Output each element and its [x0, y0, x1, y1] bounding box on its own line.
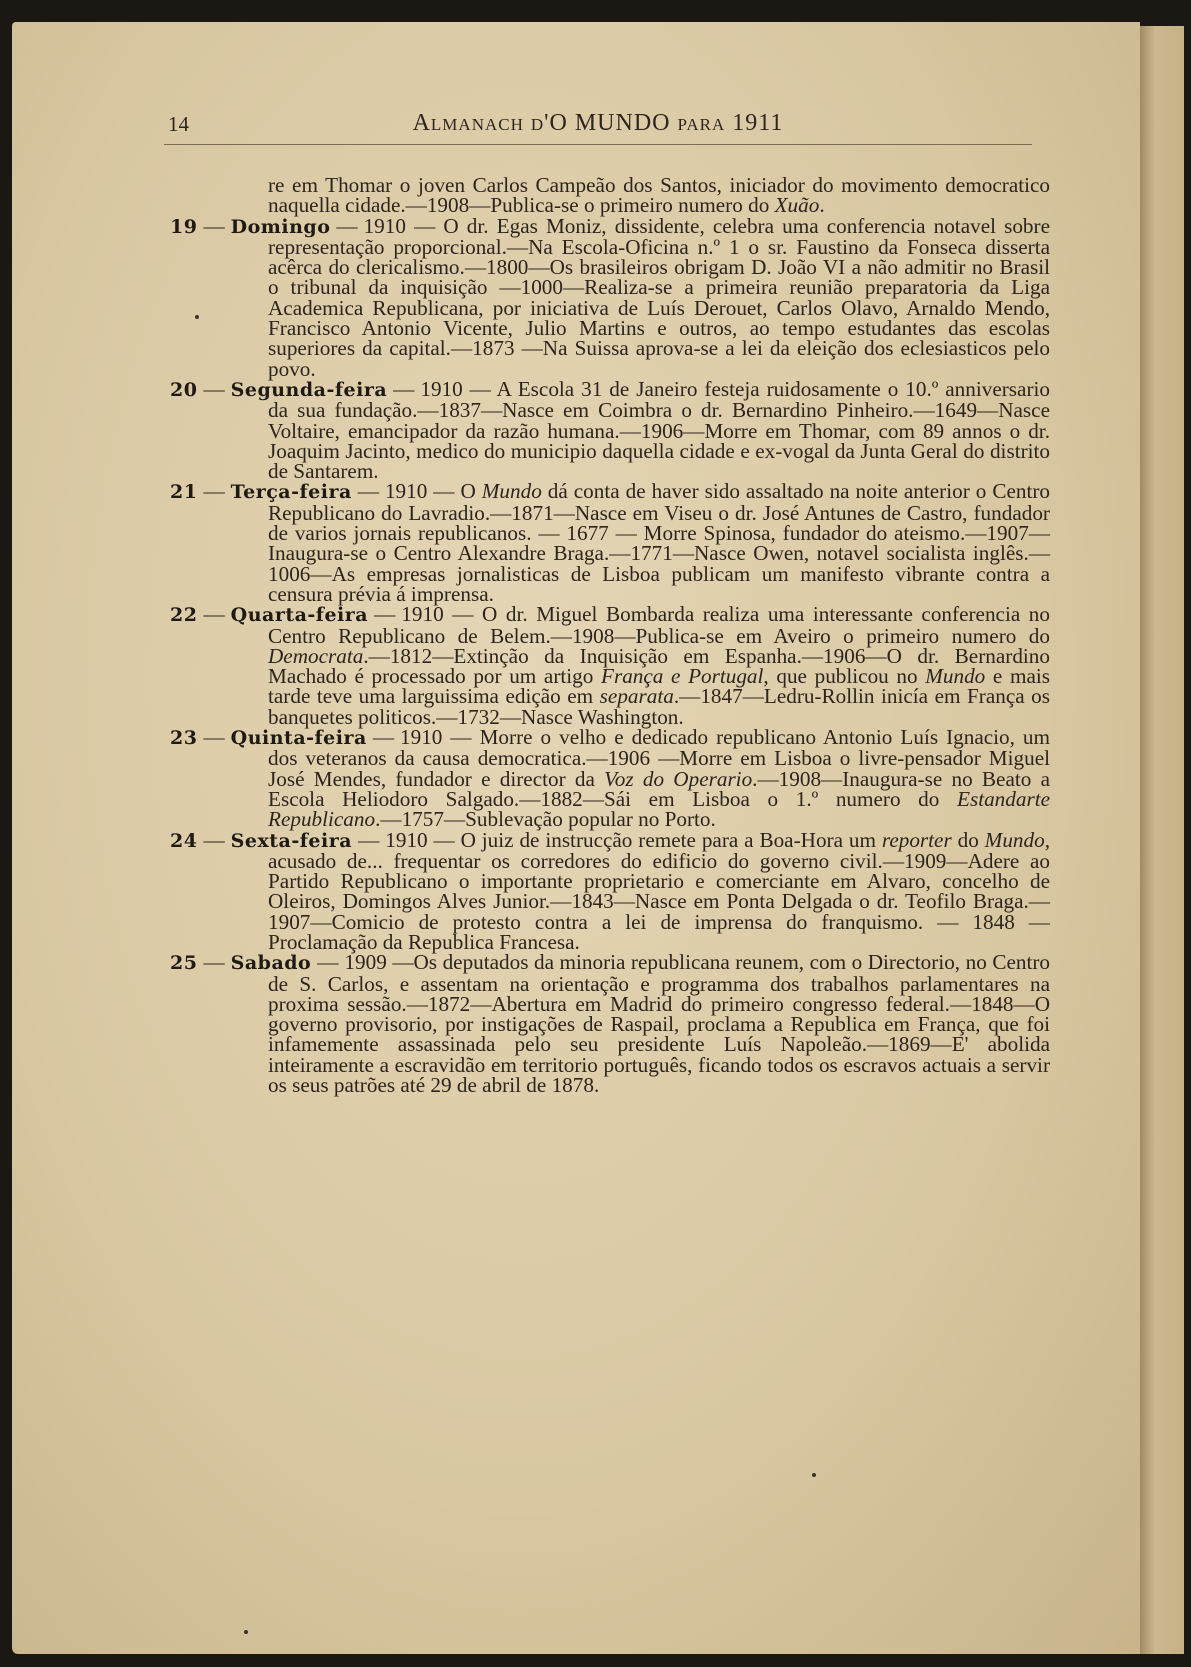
running-header: [164, 108, 1032, 145]
italic-title: Voz do Operario: [604, 766, 753, 791]
continuation-text-end: .: [819, 193, 825, 218]
entry-text: 1910 — O dr. Egas Moniz, dissidente, celebra uma conferencia notavel sobre representação proporcional.—Na Escola-Oficina n.º 1 o sr. Faustino da Fonseca disserta acêrca do clericalismo.—1800—Os brasileiros obrigam D. João VI a não admitir no Brasil o tribunal da inquisição —1000—Realiza-se a primeira reunião preparatoria da Liga Academica Republicana, por iniciativa de Luís Derouet, Carlos Olavo, Arnaldo Mendo, Francisco Antonio Vicente, Julio Martins e outros, ao tempo estudantes das escolas superiores da capital.—1873 —Na Suissa aprova-se a lei da eleição dos eclesiasticos pelo povo.: [268, 213, 1050, 381]
day-number: 20: [170, 378, 198, 401]
date-entry: [170, 950, 1050, 1098]
entry-text: 1910 — O dr. Miguel Bombarda realiza uma interessante conferencia no Centro Republicano de Belem.—1908—Publica-se em Aveiro o primeiro numero do: [268, 602, 1050, 648]
separator-dash: —: [203, 213, 225, 238]
italic-title: Mundo: [481, 479, 542, 504]
separator-dash: —: [203, 827, 225, 852]
day-number: 22: [170, 604, 198, 627]
italic-title: Mundo: [925, 664, 986, 689]
separator-dash: —: [203, 950, 225, 975]
adjacent-page-edge: [1140, 26, 1184, 1654]
day-number: 21: [170, 481, 198, 504]
italic-title: Estandarte Republicano: [268, 786, 1050, 832]
separator-dash: —: [203, 725, 225, 750]
day-name: Segunda-feira: [230, 378, 388, 401]
day-name: Sexta-feira: [230, 829, 353, 852]
day-number: 19: [170, 215, 198, 238]
date-entry: [170, 827, 1050, 954]
separator-dash: —: [374, 602, 396, 627]
continuation-text: re em Thomar o joven Carlos Campeão dos Santos, iniciador do movimento democratico naquella cidade.—1908—Publica-se o primeiro numero do: [268, 173, 1050, 218]
date-entry: [170, 213, 1050, 381]
entry-text: .—1812—Extinção da Inquisição em Espanha.—1906—O dr. Bernardino Machado é processado por um artigo: [268, 643, 1050, 689]
separator-dash: —: [317, 950, 339, 975]
entry-text: , acusado de... frequentar os corredores do edificio do governo civil.—1909—Adere ao Partido Republicano o importante proprietario e comerciante em Alvaro, concelho de Oleiros, Domingos Alves Junior.—1843—Nasce em Ponta Delgada o dr. Teofilo Braga.—1907—Comicio de protesto contra a lei de imprensa do franquismo. — 1848 — Proclamação da Republica Francesa.: [268, 827, 1050, 954]
entry-text: , que publicou no: [763, 664, 926, 689]
separator-dash: —: [203, 602, 225, 627]
chronology-text: [170, 173, 1050, 1098]
entry-text: e mais tarde teve uma larguissima edição em: [268, 664, 1050, 709]
separator-dash: —: [336, 213, 358, 238]
entry-text: do: [951, 827, 985, 852]
running-title-main: MUNDO: [574, 110, 671, 136]
continuation-paragraph: [170, 175, 1050, 216]
day-number: 25: [170, 952, 198, 975]
day-number: 23: [170, 727, 198, 750]
date-entry: [170, 376, 1050, 484]
italic-title: França e Portugal: [601, 664, 764, 689]
italic-title: separata: [599, 684, 674, 709]
italic-title: reporter: [881, 827, 952, 852]
day-name: Domingo: [230, 215, 331, 238]
day-name: Sabado: [230, 952, 312, 975]
date-entry: [170, 725, 1050, 832]
entry-text: 1910 — A Escola 31 de Janeiro festeja ruidosamente o 10.º anniversario da sua fundação.—1837—Nasce em Coimbra o dr. Bernardino Pinheiro.—1649—Nasce Voltaire, emancipador da razão humana.—1906—Morre em Thomar, com 89 annos o dr. Joaquim Jacinto, medico do municipio daquella cidade e ex-vogal da Junta Geral do distrito de Santarem.: [268, 376, 1050, 484]
separator-dash: —: [357, 479, 379, 504]
day-name: Terça-feira: [230, 481, 352, 504]
page-number: 14: [168, 112, 189, 136]
separator-dash: —: [393, 376, 415, 401]
date-entry: [170, 604, 1050, 727]
entry-text: 1910 — O juiz de instrucção remete para a Boa-Hora um: [385, 827, 882, 852]
day-number: 24: [170, 829, 198, 852]
entry-text: 1910 — O: [384, 479, 482, 504]
running-title-prefix: Almanach d'O: [412, 110, 575, 136]
entry-text: .—1757—Sublevação popular no Porto.: [375, 807, 716, 832]
entry-text: 1910 — Morre o velho e dedicado republicano Antonio Luís Ignacio, um dos veteranos da causa democratica.—1906 —Morre em Lisboa o livre-pensador Miguel José Mendes, fundador e director da: [268, 725, 1050, 791]
running-title: [164, 110, 1032, 137]
separator-dash: —: [203, 479, 225, 504]
entry-text: 1909 —Os deputados da minoria republicana reunem, com o Directorio, no Centro de S. Carlos, e assentam na orientação e programma dos trabalhos parlamentares na proxima sessão.—1872—Abertura em Madrid do primeiro congresso federal.—1848—O governo provisorio, por instigações de Raspail, proclama a Republica em França, que foi infamemente assassinada pelo seu presidente Luís Napoleão.—1869—E' abolida inteiramente a escravidão em territorio português, ficando todos os escravos actuais a servir os seus patrões até 29 de abril de 1878.: [268, 950, 1050, 1098]
italic-title: Democrata: [268, 643, 364, 668]
continuation-italic: Xuão: [774, 193, 820, 218]
day-name: Quinta-feira: [230, 727, 367, 750]
ink-speck: [244, 1630, 248, 1634]
separator-dash: —: [203, 376, 225, 401]
day-name: Quarta-feira: [230, 604, 369, 627]
entry-text: .—1908—Inaugura-se no Beato a Escola Heliodoro Salgado.—1882—Sái em Lisboa o 1.º numero do: [268, 766, 1050, 811]
ink-speck: [812, 1473, 816, 1477]
running-title-suffix: para 1911: [670, 110, 784, 136]
separator-dash: —: [358, 827, 380, 852]
italic-title: Mundo: [984, 827, 1045, 852]
entry-text: .—1847—Ledru-Rollin inicía em França os banquetes politicos.—1732—Nasce Washington.: [268, 684, 1050, 729]
date-entry: [170, 481, 1050, 604]
separator-dash: —: [372, 725, 394, 750]
entry-text: dá conta de haver sido assaltado na noite anterior o Centro Republicano do Lavradio.—1871—Nasce em Viseu o dr. José Antunes de Castro, fundador de varios jornais republicanos. — 1677 — Morre Spinosa, fundador do ateismo.—1907—Inaugura-se o Centro Alexandre Braga.—1771—Nasce Owen, notavel socialista inglês.—1006—As empresas jornalisticas de Lisboa publicam um manifesto vibrante contra a censura prévia á imprensa.: [268, 479, 1050, 606]
